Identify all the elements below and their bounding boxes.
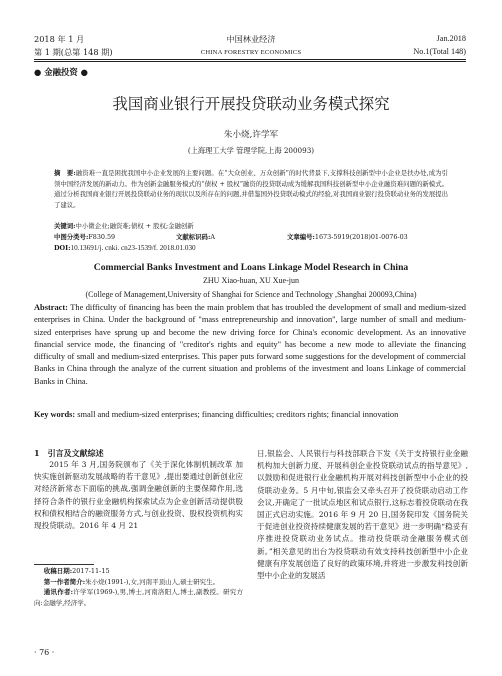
article-title-en: Commercial Banks Investment and Loans Linkage Model Research in China <box>93 262 409 273</box>
footnote-corresponding-value: 许学军(1969-),男,博士,河南洛阳人,博士,副教授。研究方向:金融学,经济学。 <box>34 588 243 607</box>
doc-code <box>176 232 215 243</box>
keywords-cn-label: 关键词: <box>54 222 76 230</box>
article-number-label: 文章编号: <box>287 233 315 241</box>
keywords-cn-text: 中小微企业;融资难;债权 + 股权;金融创新 <box>75 222 194 230</box>
article-number-value: 1673-5919(2018)01-0076-03 <box>314 233 408 241</box>
clc-label: 中图分类号: <box>54 233 89 241</box>
doc-code-label: 文献标识码: <box>176 233 211 241</box>
footnote-first-author-value: 朱小烧(1991-),女,河南平顶山人,硕士研究生。 <box>85 577 220 586</box>
header-rule-bottom <box>34 61 466 62</box>
abstract-cn-text: 融资难一直是困扰我国中小企业发展的主要问题。在“大众创业、万众创新”的时代背景下,支撑科技创新型中小企业是扶办处,成为引领中国经济发展的新动力。作为创新金融服务模式的“债权 + 股权”融资的投贷联动成为缓解我国科技创新型中小企业融资难问题的新模式。通过分析我国商业银行开展投贷联动业务的现状以及所存在的问题,并借鉴国外投贷联动模式的经验,对我国商业银行投贷联动业务的发展提出了建议。 <box>54 169 448 209</box>
classification-line <box>54 232 448 243</box>
header-issue-en: No.1(Total 148) <box>413 47 466 56</box>
article-title-cn: 我国商业银行开展投贷联动业务模式探究 <box>112 95 390 113</box>
article-authors-en: ZHU Xiao-huan, XU Xue-jun <box>203 276 299 285</box>
doi-value: 10.13691/j. cnki. cn23-1539/f. 2018.01.030 <box>70 244 196 252</box>
right-column <box>257 448 468 582</box>
article-number <box>287 232 408 243</box>
abstract-en <box>34 302 466 388</box>
header-journal-en: CHINA FORESTRY ECONOMICS <box>200 49 302 56</box>
page-number: · 76 · <box>34 648 55 657</box>
footnote-first-author <box>34 577 243 588</box>
footnote-received <box>34 566 243 577</box>
doi-line <box>54 243 448 254</box>
article-affiliation-en: (College of Management,University of Shanghai for Science and Technology ,Shanghai 200093,China) <box>85 290 417 299</box>
footnote <box>34 566 243 608</box>
keywords-en-label: Key words: <box>34 410 76 419</box>
abstract-cn-label: 摘 要: <box>54 169 76 177</box>
header-journal-cn: 中国林业经济 <box>226 34 276 44</box>
keywords-en <box>34 409 466 421</box>
article-authors-cn: 朱小烧,许学军 <box>223 130 279 140</box>
header-rule-top <box>34 59 466 60</box>
left-paragraph: 2015 年 3 月,国务院颁布了《关于深化体制机制改革 加快实施创新驱动发展战略的若干意见》,提出要通过创新创业应对经济新常态下面临的挑战,强调金融创新的主要保障作用,选择符合条件的银行业金融机构探索试点为企业创新活动提供股权和债权相结合的融资服务方式,与创业投资、股权投资机构实现投贷联动。2016 年 4 月 21 <box>34 460 243 531</box>
abstract-en-label: Abstract: <box>34 303 68 312</box>
abstract-cn <box>54 168 448 210</box>
section-heading: 1 引言及文献综述 <box>34 448 104 458</box>
keywords-cn <box>54 221 448 232</box>
footnote-corresponding <box>34 587 243 608</box>
footnote-received-label: 收稿日期: <box>43 567 73 575</box>
article-affiliation-cn: (上海理工大学 管理学院,上海 200093) <box>187 146 315 155</box>
abstract-en-text: The difficulty of financing has been the main problem that has troubled the development of small and medium-sized enterprises in China. Under the background of "mass entrepreneurship and innovation", large number of small and medium-sized enterprises have sprung up and become the new driving force for China's economic development. As an innovative financial service mode, the financing of "creditor's rights and equity" has become a new mode to alleviate the financing difficulty of small and medium-sized enterprises. This paper puts forward some suggestions for the development of commercial Banks in China through the analyze of the current situation and problems of the investment and loans Linkage of commercial Banks in China. <box>34 303 466 386</box>
footnote-first-author-label: 第一作者简介: <box>43 577 86 586</box>
footnote-received-value: 2017-11-15 <box>72 567 110 575</box>
keywords-en-text: small and medium-sized enterprises; financing difficulties; creditors rights; financial innovation <box>77 410 399 419</box>
footnote-corresponding-label: 通讯作者: <box>43 588 74 596</box>
doi-label: DOI: <box>54 244 71 252</box>
header-date-cn: 2018 年 1 月 <box>34 34 85 44</box>
footnote-rule <box>34 564 94 565</box>
left-column <box>34 459 243 532</box>
right-paragraph: 日,银监会、人民银行与科技部联合下发《关于支持银行业金融机构加大创新力度、开展科创企业投贷联动试点的指导意见》,以鼓励和促进银行业金融机构开展对科技创新型中小企业的投贷联动业务。5 月中旬,银监会又牵头召开了投贷联动启动工作会议,开确定了一批试点地区和试点银行,这标志着投贷联动在我国正式启动实施。2016 年 9 月 20 日,国务院印发《国务院关于促进创业投资持续健康发展的若干意见》进一步明确“稳妥有序推进投贷联动业务试点。推动投贷联动金融服务模式创新。”相关意见的出台为投贷联动有效支持科技创新型中小企业健康有序发展创造了良好的政策环境,并将进一步激发科技创新型中小企业的发展活 <box>257 449 468 581</box>
clc-value: F830.59 <box>88 233 116 241</box>
section-tag: ● 金融投资 ● <box>34 67 88 77</box>
header-issue-cn: 第 1 期(总第 148 期) <box>34 47 113 57</box>
header-date-en: Jan.2018 <box>436 34 466 43</box>
clc <box>54 232 115 243</box>
doc-code-value: A <box>210 233 215 241</box>
